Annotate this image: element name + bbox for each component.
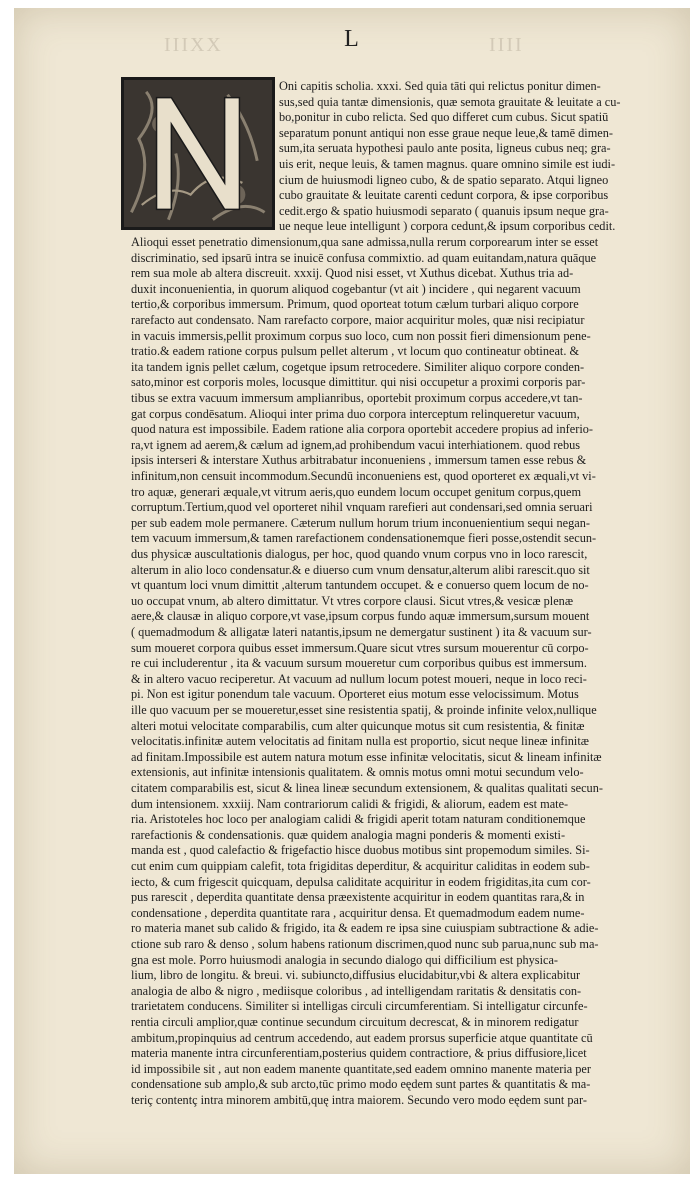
text-line: ipsis interseri & interstare Xuthus arbitrabatur inconueniens , immersum tamen esse rebus & <box>131 453 587 468</box>
text-line: extensionis, aut infinitæ intensionis qualitatem. & omnis motus omni motui secundum velo- <box>131 765 584 780</box>
show-through-text-left: IIIXX <box>164 34 223 56</box>
text-line: in vacuis immersis,pellit proximum corpus suo loco, cum non possit fieri dimensionum pene- <box>131 328 591 343</box>
text-line: tratio.& eadem ratione corpus pulsum pellet alterum , vt locum quo contineatur obtineat. & <box>131 344 580 359</box>
text-line: pi. Non est igitur ponendum tale vacuum. Oporteret eius motum esse velocissimum. Motus <box>131 687 579 702</box>
text-line: ue neque leue intelligunt ) corpora cedunt,& ipsum corporibus cedit. <box>279 219 616 234</box>
text-line: tibus se extra vacuum immersum amplianribus, oportebit proximum corpus accedere,vt tan- <box>131 391 583 405</box>
text-line: uis erit, neque leuis, & tamen magnus. quare omnino simile est iudi- <box>279 157 616 171</box>
text-line: ria. Aristoteles hoc loco per analogiam calidi & frigidi aperit totam naturam conditionemque <box>131 812 586 827</box>
text-line: tem vacuum immersum,& tamen rarefactionem condensationemque fieri posse,ostendit secun- <box>131 531 597 546</box>
text-line: bo,ponitur in cubo relicta. Sed quo differet cum cubus. Sicut spatiū <box>279 110 609 125</box>
text-line: rentia circuli amplior,quæ continue secundum circuitum decrescat, & in minorem redigatur <box>131 1015 579 1029</box>
text-line: rarefactionis & condensationis. quæ quidem analogia magni ponderis & momenti existi- <box>131 827 566 842</box>
text-line: cubo grauitate & leuitate carenti cedunt corpora, & ipse corporibus <box>279 188 609 203</box>
text-line: corruptum.Tertium,quod vel oporteret nihil vnquam rarefieri aut condensari,sed omnia seruari <box>131 500 593 515</box>
text-line: ad finitam.Impossibile est autem natura motum esse infinitæ velocitatis, sicut & lineam infinitæ <box>131 749 602 764</box>
text-line: cut enim cum quippiam calefit, tota frigiditas deperditur, & acquiritur caliditas in eodem sub- <box>131 859 590 873</box>
text-line: velocitatis.infinitæ autem velocitatis ad finitam nulla est proportio, sicut neque lineæ infinitæ <box>131 734 589 749</box>
text-line: alterum in alio loco condensatur.& e diuerso cum vnum densatur,alterum alibi rarescit.quo sit <box>131 562 590 577</box>
text-line: ra,vt ignem ad aerem,& cælum ad ignem,ad prohibendum vacui interhiationem. quod rebus <box>131 437 581 452</box>
text-line: duxit inconuenientia, in quorum aliquod cogebantur (vt ait ) incidere , qui negarent vacuum <box>131 281 581 296</box>
text-line: ille quo vacuum per se moueretur,esset sine resistentia spatij, & proinde infinite velox,nullique <box>131 703 597 717</box>
text-line: gat corpus condēsatum. Alioqui inter prima duo corpora interceptum relinqueretur vacuum, <box>131 406 580 421</box>
page-folio: L <box>344 26 360 52</box>
text-line: alteri motui velocitate comparabilis, cum alter quicunque motus sit cum resistentia, & finitæ <box>131 718 585 733</box>
text-line: sum moueret corpora quibus esset immersum.Quare sicut vtres sursum mouerentur cū corpo- <box>131 640 589 655</box>
text-line: sus,sed quia tantæ dimensionis, quæ semota grauitate & leuitate a cu- <box>279 94 621 109</box>
text-line: discriminatio, sed ipsarū intra se inuicē confusa commixtio. ad quam euitandam,natura quāque <box>131 250 597 265</box>
text-line: rarefacto aut condensato. Nam rarefacto corpore, maior acquiritur moles, quæ nisi recipiatur <box>131 313 585 327</box>
text-line: materia manente intra circunferentiam,posterius quidem contractiore, & prius diffusiore,licet <box>131 1046 587 1061</box>
text-line: sato,minor est corporis moles, locusque dimittitur. qui nisi occupetur a proximi corporis par- <box>131 375 586 390</box>
text-line: Alioqui esset penetratio dimensionum,qua sane admissa,nulla rerum corporearum inter se esset <box>131 235 599 249</box>
text-line: uo occupat vnum, ab altero dimittatur. Vt vtres corpore clausi. Sicut vtres,& vesicæ plenæ <box>131 593 574 608</box>
text-line: trarietatem conducens. Similiter si intelligas circuli circumferentiam. Si intelligatur circunfe- <box>131 999 588 1014</box>
text-line: manda est , quod calefactio & frigefactio hisce duobus motibus sint propemodum similes. Si- <box>131 843 590 858</box>
text-line: cium de huiusmodi ligneo cubo, & de spatio separato. Atqui ligneo <box>279 172 609 187</box>
text-line: ambitum,propinquius ad centrum accedendo, aut eadem prorsus superficie atque quantitate cū <box>131 1030 593 1045</box>
text-line: iecto, & cum frigescit quicquam, depulsa caliditate acquiritur in eodem frigiditas,ita cum cor- <box>131 874 591 889</box>
text-line: lium, libro de longitu. & breui. vi. subiuncto,diffusius elucidabitur,vbi & altera explicabitur <box>131 968 581 983</box>
text-line: ita tandem ignis pellet cælum, cogetque ipsum retrocedere. Similiter aliquo corpore conden- <box>131 359 585 374</box>
text-line: infinitum,non censuit incommodum.Secundū inconueniens est, quod oporteret ex æquali,vt vi- <box>131 469 596 483</box>
text-line: Oni capitis scholia. xxxi. Sed quia tāti qui relictus ponitur dimen- <box>279 79 601 93</box>
text-line: condensatione sub amplo,& sub arcto,tūc primo modo eędem sunt partes & quantitatis & ma- <box>131 1077 591 1092</box>
text-line: condensatione , deperdita quantitate rara , acquiritur densa. Et quemadmodum eadem nume- <box>131 905 585 920</box>
text-line: pus rarescit , deperdita quantitate densa præexistente acquiritur in eodem quantitas rara,& in <box>131 890 585 905</box>
woodcut-initial-icon <box>124 80 272 227</box>
text-line: citatem comparabilis est, sicut & linea lineæ secundum extensionem, & qualitas qualitati secun- <box>131 781 603 795</box>
text-line: id impossibile sit , aut non eadem manente quantitate,sed eadem omnino manente materia per <box>131 1061 591 1076</box>
text-line: tro aquæ, generari æquale,vt vitrum aeris,quo eundem locum occupet genitum corpus,quem <box>131 484 582 499</box>
text-line: tertio,& corporibus immersum. Primum, quod oporteat totum cælum turbari aliquo corpore <box>131 297 579 312</box>
decorated-initial-n-icon <box>121 77 275 230</box>
text-line: & in altero vacuo reciperetur. At vacuum ad nullum locum potest moueri, neque in loco reci- <box>131 671 587 686</box>
text-line: cedit.ergo & spatio huiusmodi separato ( quanuis ipsum neque gra- <box>279 203 609 218</box>
text-line: analogia de albo & nigro , mediisque coloribus , ad intelligendam raritatis & densitatis con- <box>131 983 582 998</box>
text-line: ( quemadmodum & alligatæ lateri natantis,ipsum ne demergatur sustinent ) ita & vacuum sur- <box>131 625 592 639</box>
text-line: quod natura est impossibile. Eadem ratione alia corpora oportebit accedere propius ad inferio- <box>131 422 593 437</box>
text-line: aere,& clausæ in aliquo corpore,vt vase,ipsum corpus fundo aquæ immersum,sursum mouent <box>131 609 590 624</box>
text-line: ro materia manet sub calido & frigido, ita & eadem re ipsa sine cuiuspiam subtractione & adie- <box>131 921 599 936</box>
text-line: rem sua mole ab altera discreuit. xxxij. Quod nisi esset, vt Xuthus dicebat. Xuthus tria ad- <box>131 266 574 281</box>
text-line: separatum ponunt antiqui non esse graue neque leue,& tamē dimen- <box>279 125 613 140</box>
text-line: ctione sub raro & denso , solum habens rationum discrimen,quod nunc sub parua,nunc sub ma- <box>131 937 599 951</box>
text-line: gna est mole. Porro huiusmodi analogia in secundo dialogo qui difficilium est physica- <box>131 952 559 967</box>
show-through-text-right: IIII <box>489 34 524 56</box>
text-line: per sub eadem mole permanere. Cæterum nullum horum trium inconuenientium sequi negan- <box>131 515 590 530</box>
text-line: dum intensionem. xxxiij. Nam contrariorum calidi & frigidi, & aliorum, eadem est mate- <box>131 796 569 811</box>
text-line: vt quantum loci vnum dimittit ,alterum tantundem occupet. & e conuerso quem locum de no- <box>131 578 589 593</box>
text-line: teriç contentç intra minorem ambitū,quę intra maiorem. Secundo vero modo eędem sunt par- <box>131 1093 587 1107</box>
text-line: re cui includerentur , ita & vacuum sursum moueretur cum corporibus quibus est immersum. <box>131 656 587 671</box>
text-line: dus physicæ auscultationis dialogus, per hoc, quod quando vnum corpus vno in loco rarescit, <box>131 547 588 561</box>
text-line: sum,ita seruata hypothesi paulo ante posita, ligneus cubus neq; gra- <box>279 141 611 156</box>
